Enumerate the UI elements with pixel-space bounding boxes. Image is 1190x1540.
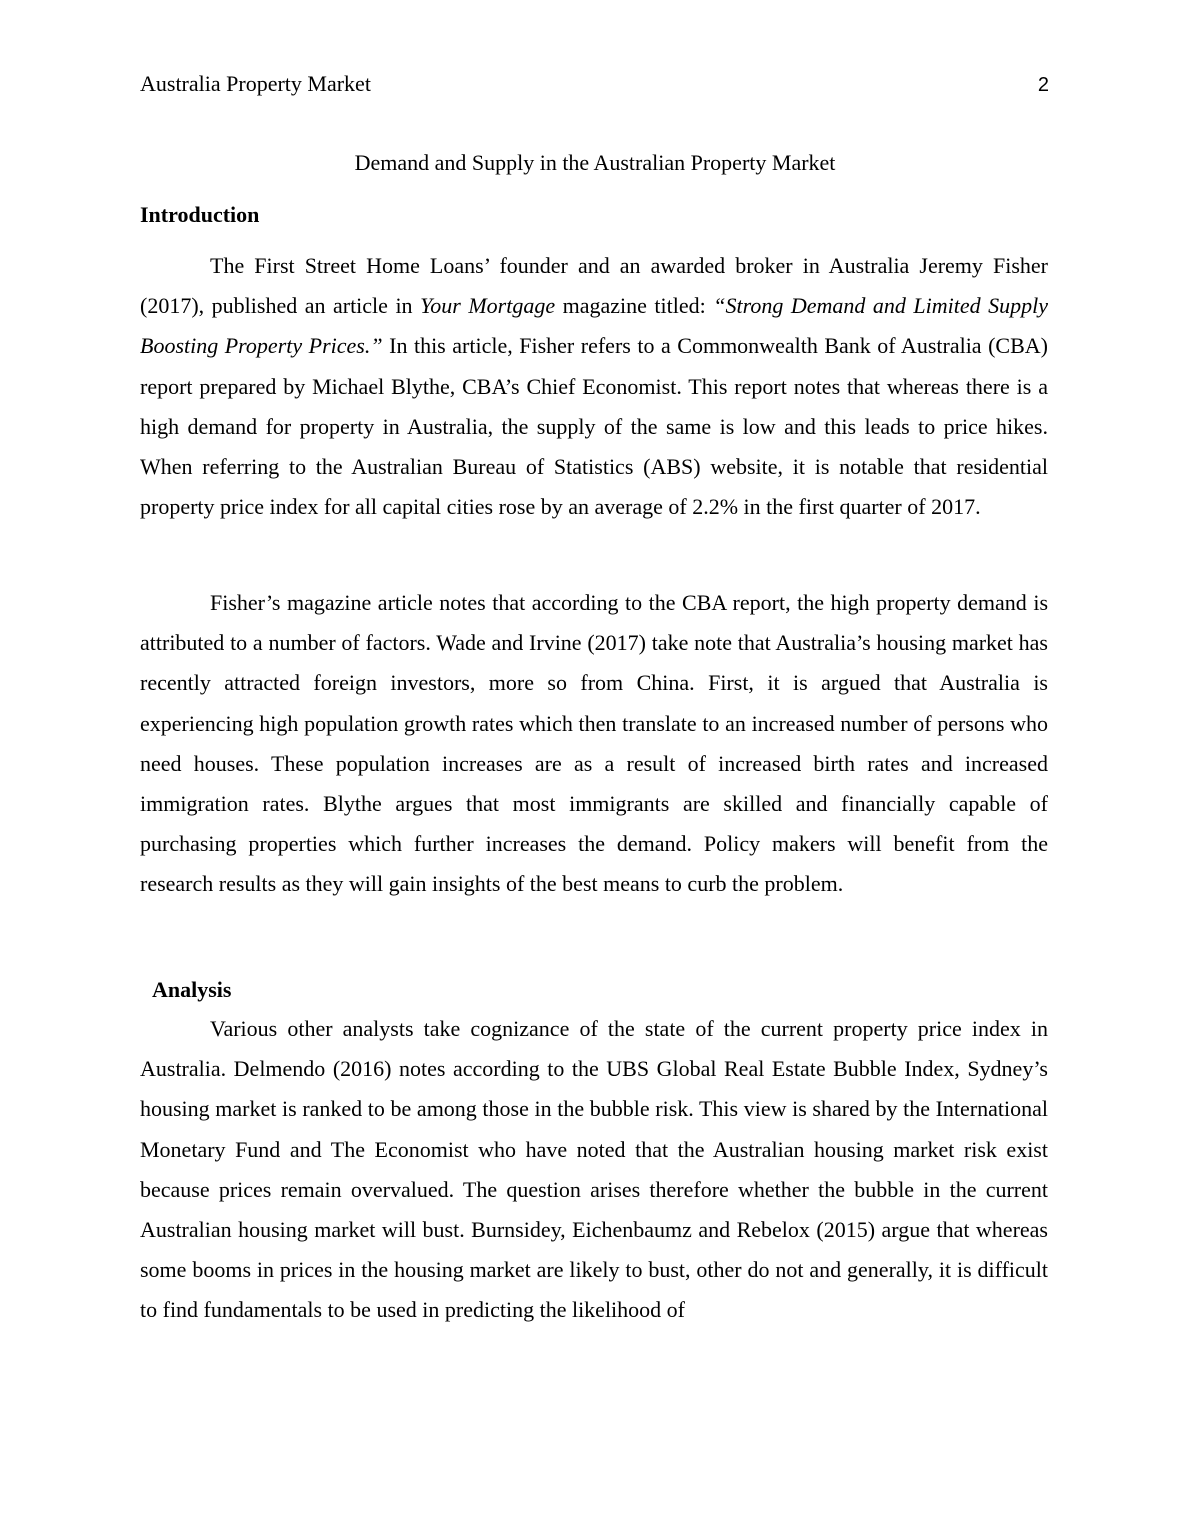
paragraph-text: In this article, Fisher refers to a Commonwealth Bank of Australia (CBA) report prepared by Michael Blythe, CBA’s Chief Economist. This report notes that whereas there is a high demand for property in Australia, the supply of the same is low and this leads to price hikes. When referring to the Australian Bureau of Statistics (ABS) website, it is notable that residential property price index for all capital cities rose by an average of 2.2% in the first quarter of 2017. [140,333,1048,520]
document-title: Demand and Supply in the Australian Property Market [354,150,836,175]
section-heading-introduction: Introduction [140,202,260,227]
section-heading-analysis: Analysis [152,977,232,1002]
introduction-paragraph-1 [140,246,1048,527]
running-header-title: Australia Property Market [140,71,371,96]
paragraph-text: magazine titled: [555,293,714,319]
analysis-paragraph-1: Various other analysts take cognizance of the state of the current property price index in Australia. Delmendo (2016) notes according to the UBS Global Real Estate Bubble Index, Sydney’s housing market is ranked to be among those in the bubble risk. This view is shared by the International Monetary Fund and The Economist who have noted that the Australian housing market risk exist because prices remain overvalued. The question arises therefore whether the bubble in the current Australian housing market will bust. Burnsidey, Eichenbaumz and Rebelox (2015) argue that whereas some booms in prices in the housing market are likely to bust, other do not and generally, it is difficult to find fundamentals to be used in predicting the likelihood of [140,1016,1048,1323]
article-title: “Strong Demand and Limited Supply Boosting Property Prices.” [140,293,1048,359]
page-number: 2 [1037,74,1049,96]
magazine-name: Your Mortgage [420,293,556,319]
introduction-paragraph-2: Fisher’s magazine article notes that according to the CBA report, the high property demand is attributed to a number of factors. Wade and Irvine (2017) take note that Australia’s housing market has recently attracted foreign investors, more so from China. First, it is argued that Australia is experiencing high population growth rates which then translate to an increased number of persons who need houses. These population increases are as a result of increased birth rates and increased immigration rates. Blythe argues that most immigrants are skilled and financially capable of purchasing properties which further increases the demand. Policy makers will benefit from the research results as they will gain insights of the best means to curb the problem. [140,590,1048,897]
paragraph-text: The First Street Home Loans’ founder and an awarded broker in Australia Jeremy Fisher (2017), published an article in [140,253,1048,319]
